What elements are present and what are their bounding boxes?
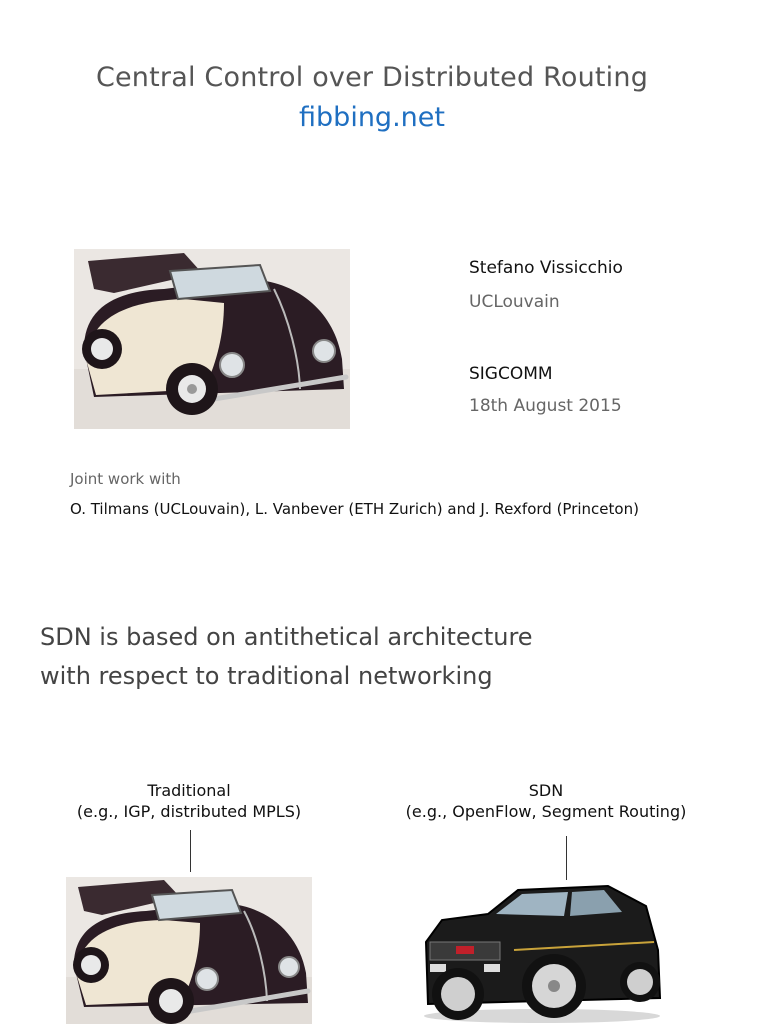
vintage-car-photo xyxy=(74,249,350,429)
vintage-beetle-convertible-icon xyxy=(74,249,350,429)
project-link[interactable]: fibbing.net xyxy=(299,102,445,133)
modern-suv-icon xyxy=(418,880,666,1024)
author-name: Stefano Vissicchio xyxy=(469,258,623,278)
traditional-label xyxy=(40,780,338,822)
sdn-car-illustration xyxy=(418,880,666,1024)
vintage-beetle-convertible-icon xyxy=(66,877,312,1024)
author-affiliation: UCLouvain xyxy=(469,292,560,312)
section-heading-line2: with respect to traditional networking xyxy=(40,662,493,690)
traditional-title: Traditional xyxy=(147,781,231,800)
sdn-title: SDN xyxy=(528,781,564,800)
event-date: 18th August 2015 xyxy=(469,396,622,416)
section-heading xyxy=(40,618,533,696)
slide-title: Central Control over Distributed Routing xyxy=(95,62,649,93)
traditional-connector xyxy=(190,830,191,872)
sdn-label xyxy=(380,780,712,822)
joint-work-names: O. Tilmans (UCLouvain), L. Vanbever (ETH Zurich) and J. Rexford (Princeton) xyxy=(70,500,639,518)
event-venue: SIGCOMM xyxy=(469,364,553,384)
joint-work-label: Joint work with xyxy=(70,470,181,488)
traditional-car-photo xyxy=(66,877,312,1024)
section-heading-line1: SDN is based on antithetical architecture xyxy=(40,623,533,651)
traditional-subtitle: (e.g., IGP, distributed MPLS) xyxy=(76,802,302,821)
sdn-subtitle: (e.g., OpenFlow, Segment Routing) xyxy=(405,802,687,821)
sdn-connector xyxy=(566,836,567,880)
